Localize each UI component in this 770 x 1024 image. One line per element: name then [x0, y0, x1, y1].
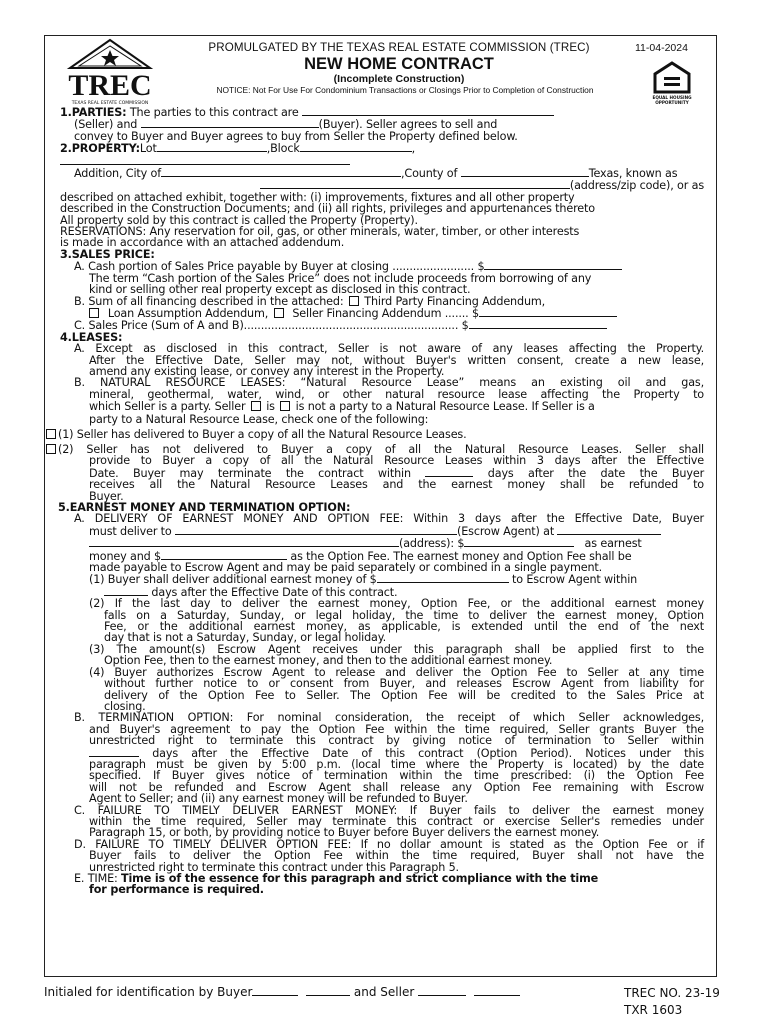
leases-b-3a: which Seller is a party. Seller [89, 400, 246, 414]
cash-portion-field[interactable] [484, 260, 622, 270]
term-b-8: Agent to Seller; and (ii) any earnest money will be refunded to Buyer. [89, 792, 468, 806]
convey-text: convey to Buyer and Buyer agrees to buy from Seller the Property defined below. [74, 129, 518, 143]
term-b-3: unrestricted right to terminate this contract by giving notice of termination to Seller within [89, 734, 704, 748]
buyer-initial-1[interactable] [252, 986, 298, 996]
failure-of-1: D. FAILURE TO TIMELY DELIVER OPTION FEE: If no dollar amount is stated as the Option Fee or if [74, 837, 704, 851]
em-p2-c: Fee, or the additional earnest money, as applicable, is extended until the end of the next [104, 620, 704, 634]
leases-b-2: mineral, geothermal, water, wind, or other natural resource lease affecting the Property to [89, 387, 704, 401]
notice-line: NOTICE: Not For Use For Condominium Transactions or Closings Prior to Completion of Construction [216, 85, 594, 95]
earnest-money-field[interactable] [464, 537, 574, 547]
em-a-5: made payable to Escrow Agent and may be paid separately or combined in a single payment. [89, 561, 603, 575]
third-party-label: Third Party Financing Addendum, [364, 294, 546, 308]
svg-text:OPPORTUNITY: OPPORTUNITY [655, 100, 689, 105]
buyer-name-field[interactable] [141, 118, 319, 128]
cash-term-1: The term “Cash portion of the Sales Price” does not include proceeds from borrowing of any [89, 271, 592, 285]
form-header [45, 36, 715, 108]
term-b-2: and Buyer's agreement to pay the Option Fee within the time required, Seller grants Buyer the [89, 722, 704, 736]
term-b-6: specified. If Buyer gives notice of termination within the time prescribed: (i) the Option Fee [89, 769, 704, 783]
txr-form-no: TXR 1603 [624, 1003, 683, 1017]
addition-field[interactable] [60, 155, 350, 165]
additional-earnest-field[interactable] [377, 573, 509, 583]
address-field[interactable] [260, 179, 570, 189]
option-period-days-field[interactable] [89, 747, 139, 757]
parties-text: The parties to this contract are [129, 106, 299, 119]
failure-of-3: unrestricted right to terminate this contract under this Paragraph 5. [89, 860, 459, 874]
em-a-2a: must deliver to [89, 524, 172, 538]
block-label: ,Block [266, 142, 300, 156]
buyer-initial-2[interactable] [306, 986, 350, 996]
em-a-4a: money and $ [89, 549, 161, 563]
financing-label: B. Sum of all financing described in the attached: [74, 294, 344, 308]
nrl-option-2c2: days after the date the Buyer [487, 466, 705, 480]
form-number [624, 985, 720, 1019]
seller-initial-label: and Seller [353, 985, 415, 999]
trec-logo-icon [65, 38, 155, 106]
escrow-address-field[interactable] [89, 537, 399, 547]
trec-form-no: TREC NO. 23-19 [624, 986, 720, 1000]
em-p2-d: day that is not a Saturday, Sunday, or legal holiday. [104, 631, 387, 645]
initials-line [44, 985, 520, 999]
county-label: ,County of [401, 167, 458, 181]
em-p4-d: closing. [104, 699, 146, 713]
leases-a-2: After the Effective Date, Seller may not, without Buyer's written consent, create a new lease, [89, 353, 704, 367]
svg-text:EQUAL HOUSING: EQUAL HOUSING [652, 95, 692, 100]
lot-label: Lot [139, 142, 157, 156]
leases-b-is: is [266, 400, 275, 414]
failure-em-3: Paragraph 15, or both, by providing notice to Buyer before Buyer delivers the earnest money. [89, 826, 600, 840]
leases-a-3: amend any existing lease, or convey any interest in the Property. [89, 364, 445, 378]
property-desc-2: described in the Construction Documents; and (ii) all rights, privileges and appurtenances thereto [60, 202, 595, 216]
nrl-option-2b: provide to Buyer a copy of all the Natural Resource Leases within 3 days after the Effective [89, 454, 704, 468]
city-field[interactable] [161, 167, 401, 177]
escrow-agent-field[interactable] [175, 525, 457, 535]
time-label: E. TIME: [74, 872, 118, 885]
nrl-not-delivered-checkbox[interactable] [46, 444, 56, 454]
lot-field[interactable] [157, 142, 267, 152]
em-p2-b: falls on a Saturday, Sunday, or legal holiday, the time to deliver the earnest money, Option [104, 608, 704, 622]
time-text-1: Time is of the essence for this paragraph and strict compliance with the time [121, 872, 599, 885]
reservations-2: is made in accordance with an attached addendum. [60, 236, 345, 250]
loan-assumption-checkbox[interactable] [89, 308, 99, 318]
section-3-heading: 3.SALES PRICE: [60, 247, 155, 261]
buyer-label: (Buyer). Seller agrees to sell and [318, 118, 498, 132]
city-label: Addition, City of [74, 167, 162, 181]
property-desc-3: All property sold by this contract is called the Property (Property). [60, 213, 418, 227]
seller-financing-checkbox[interactable] [274, 308, 284, 318]
term-b-7: will not be refunded and Escrow Agent shall release any Option Fee remaining with Escrow [89, 780, 704, 794]
term-b-4: days after the Effective Date of this contract (Option Period). Notices under this [152, 746, 704, 760]
em-p4-b: without further notice to or consent from Buyer, and releases Escrow Agent from liability for [104, 677, 704, 691]
third-party-checkbox[interactable] [349, 296, 359, 306]
nrl-option-2a: (2) Seller has not delivered to Buyer a copy of all the Natural Resource Leases. Seller shall [58, 442, 704, 456]
time-text-2: for performance is required. [89, 883, 264, 897]
em-a-3a: (address): $ [399, 537, 465, 551]
seller-is-checkbox[interactable] [251, 401, 261, 411]
leases-b-3c: is not a party to a Natural Resource Lease. If Seller is a [295, 400, 595, 414]
em-a-1: A. DELIVERY OF EARNEST MONEY AND OPTION FEE: Within 3 days after the Effective Date, Buyer [74, 512, 704, 526]
zip-label: (address/zip code), or as [569, 179, 704, 193]
initialed-label: Initialed for identification by Buyer [44, 985, 253, 999]
section-1-heading: 1.PARTIES: [60, 106, 127, 119]
em-p1-b: to Escrow Agent within [512, 573, 638, 587]
em-p4-a: (4) Buyer authorizes Escrow Agent to release and deliver the Option Fee to Seller at any time [89, 665, 704, 679]
em-a-2b: (Escrow Agent) at [457, 524, 555, 538]
failure-of-2: Buyer fails to deliver the Option Fee within the time required, Buyer shall not have the [89, 849, 704, 863]
sales-price-field[interactable] [469, 319, 607, 329]
em-a-3b: as earnest [584, 537, 642, 551]
county-field[interactable] [461, 167, 589, 177]
cash-portion-label: A. Cash portion of Sales Price payable by Buyer at closing ........................ $ [74, 260, 485, 274]
seller-initial-2[interactable] [474, 986, 520, 996]
financing-field[interactable] [479, 307, 617, 317]
equal-housing-icon [649, 60, 695, 106]
contract-body [60, 106, 704, 896]
leases-b-1: B. NATURAL RESOURCE LEASES: “Natural Resource Lease” means an existing oil and gas, [74, 376, 704, 390]
em-a-4b: as the Option Fee. The earnest money and Option Fee shall be [290, 549, 632, 563]
term-b-1: B. TERMINATION OPTION: For nominal consideration, the receipt of which Seller acknowledges, [74, 711, 704, 725]
seller-is-not-checkbox[interactable] [280, 401, 290, 411]
nrl-delivered-checkbox[interactable] [46, 429, 56, 439]
failure-em-1: C. FAILURE TO TIMELY DELIVER EARNEST MONEY: If Buyer fails to deliver the earnest money [74, 803, 704, 817]
section-5-heading: 5.EARNEST MONEY AND TERMINATION OPTION: [58, 501, 351, 514]
texas-label: Texas, known as [588, 167, 678, 181]
nrl-option-2e: Buyer. [89, 489, 124, 503]
svg-text:TEXAS REAL ESTATE COMMISSION: TEXAS REAL ESTATE COMMISSION [71, 101, 149, 106]
em-p1-a: (1) Buyer shall deliver additional earnest money of $ [89, 573, 377, 587]
parties-field[interactable] [302, 106, 554, 116]
promulgated-line: PROMULGATED BY THE TEXAS REAL ESTATE COMMISSION (TREC) [208, 41, 590, 54]
comma: , [411, 142, 416, 156]
nrl-option-2c1: Date. Buyer may terminate the contract within [89, 466, 411, 480]
escrow-agent-at-field[interactable] [557, 525, 661, 535]
block-field[interactable] [300, 142, 412, 152]
em-p3-b: Option Fee, then to the earnest money, and then to the additional earnest money. [104, 654, 553, 668]
em-p2-a: (2) If the last day to deliver the earnest money, Option Fee, or the additional earnest money [89, 597, 704, 611]
page-title: NEW HOME CONTRACT [304, 55, 494, 73]
svg-text:TREC: TREC [68, 69, 152, 102]
em-p3-a: (3) The amount(s) Escrow Agent receives under this paragraph shall be applied first to the [89, 642, 704, 656]
section-2-heading: 2.PROPERTY: [60, 142, 140, 156]
property-desc-1: described on attached exhibit, together with: (i) improvements, fixtures and all other property [60, 190, 575, 204]
em-p1-c: days after the Effective Date of this contract. [151, 585, 398, 599]
seller-label: (Seller) and [74, 118, 138, 132]
reservations-1: RESERVATIONS: Any reservation for oil, gas, or other minerals, water, timber, or other interests [60, 225, 580, 239]
section-4-heading: 4.LEASES: [60, 330, 123, 344]
em-p4-c: delivery of the Option Fee to Seller. The Option Fee will be credited to the Sales Price at [104, 688, 704, 702]
seller-initial-1[interactable] [418, 986, 466, 996]
nrl-option-1: (1) Seller has delivered to Buyer a copy of all the Natural Resource Leases. [58, 427, 467, 441]
nrl-option-2d: receives all the Natural Resource Leases and the earnest money shall be refunded to [89, 478, 704, 492]
cash-term-2: kind or selling other real property except as disclosed in this contract. [89, 283, 471, 297]
additional-days-field[interactable] [104, 586, 148, 596]
term-b-5: paragraph must be given by 5:00 p.m. (local time where the Property is located) by the date [89, 757, 704, 771]
form-date: 11-04-2024 [635, 42, 688, 54]
failure-em-2: within the time required, Seller may terminate this contract or exercise Seller's remedies under [89, 814, 704, 828]
loan-assumption-label: Loan Assumption Addendum, [107, 306, 269, 320]
seller-financing-label: Seller Financing Addendum ....... $ [292, 306, 479, 320]
option-fee-field[interactable] [161, 550, 287, 560]
nrl-days-field[interactable] [425, 467, 473, 477]
page-subtitle: (Incomplete Construction) [333, 73, 465, 85]
leases-a-1: A. Except as disclosed in this contract, Seller is not aware of any leases affecting the Property. [74, 342, 704, 356]
sales-price-label: C. Sales Price (Sum of A and B)............................................................... $ [74, 319, 469, 333]
leases-b-4: party to a Natural Resource Lease, check one of the following: [89, 413, 429, 427]
